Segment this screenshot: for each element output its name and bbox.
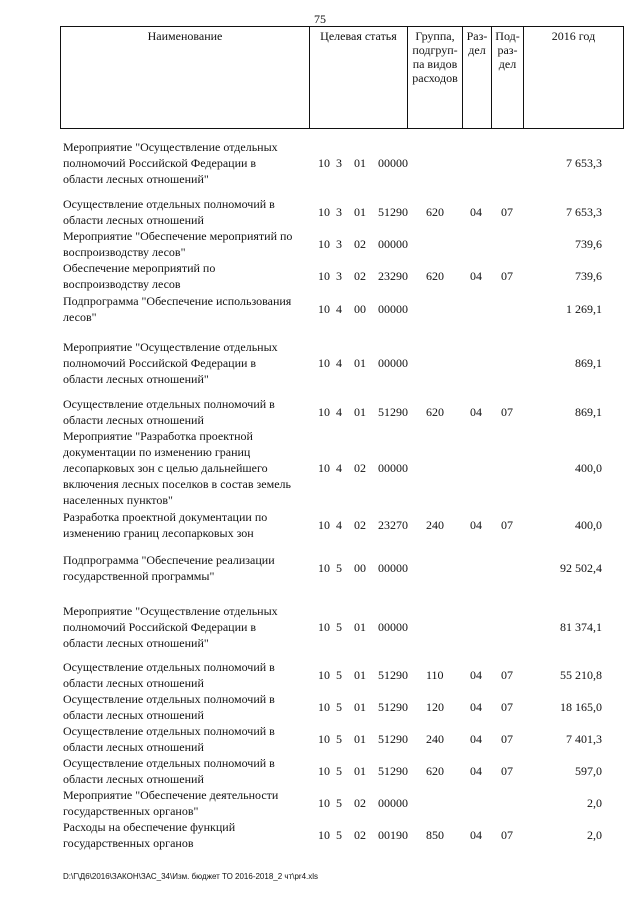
target-code-part4: 23290 [378, 269, 408, 283]
target-code-part2: 4 [336, 405, 342, 419]
target-code-part2: 3 [336, 269, 342, 283]
row-name: Мероприятие "Осуществление отдельных полномочий Российской Федерации в области лесных отношений" [63, 340, 278, 386]
section-code: 04 [470, 700, 482, 714]
target-code-part2: 3 [336, 156, 342, 170]
row-name: Подпрограмма "Обеспечение реализации государственной программы" [63, 553, 275, 583]
amount-2016: 92 502,4 [560, 561, 602, 575]
amount-2016: 81 374,1 [560, 620, 602, 634]
amount-2016: 739,6 [575, 269, 602, 283]
section-code: 04 [470, 668, 482, 682]
amount-2016: 7 653,3 [566, 205, 602, 219]
subsection-code: 07 [501, 269, 513, 283]
target-code-part3: 02 [354, 237, 366, 251]
column-header-target: Целевая статья [310, 27, 408, 129]
target-code-part4: 00000 [378, 302, 408, 316]
subsection-code: 07 [501, 518, 513, 532]
target-code-part1: 10 [318, 302, 330, 316]
target-code-part4: 51290 [378, 732, 408, 746]
row-name: Осуществление отдельных полномочий в области лесных отношений [63, 197, 275, 227]
target-code-part1: 10 [318, 405, 330, 419]
subsection-code: 07 [501, 764, 513, 778]
target-code-part2: 5 [336, 620, 342, 634]
target-code-part1: 10 [318, 269, 330, 283]
expense-group: 110 [426, 668, 444, 682]
target-code-part3: 01 [354, 700, 366, 714]
target-code-part1: 10 [318, 518, 330, 532]
subsection-code: 07 [501, 205, 513, 219]
target-code-part4: 00000 [378, 561, 408, 575]
row-name: Мероприятие "Осуществление отдельных полномочий Российской Федерации в области лесных отношений" [63, 140, 278, 186]
target-code-part3: 01 [354, 764, 366, 778]
row-name: Осуществление отдельных полномочий в области лесных отношений [63, 397, 275, 427]
target-code-part3: 00 [354, 561, 366, 575]
target-code-part4: 23270 [378, 518, 408, 532]
section-code: 04 [470, 269, 482, 283]
subsection-code: 07 [501, 700, 513, 714]
target-code-part4: 51290 [378, 668, 408, 682]
row-name: Осуществление отдельных полномочий в области лесных отношений [63, 692, 275, 722]
target-code-part2: 4 [336, 302, 342, 316]
row-name: Мероприятие "Разработка проектной документации по изменению границ лесопарковых зон с целью дальнейшего включения лесных поселков в состав земель населенных пунктов" [63, 429, 291, 507]
subsection-code: 07 [501, 668, 513, 682]
target-code-part3: 02 [354, 828, 366, 842]
target-code-part4: 00000 [378, 237, 408, 251]
target-code-part2: 3 [336, 237, 342, 251]
target-code-part2: 5 [336, 828, 342, 842]
column-header-group: Группа, подгруп- па видов расходов [408, 27, 463, 129]
row-name: Осуществление отдельных полномочий в области лесных отношений [63, 756, 275, 786]
target-code-part3: 02 [354, 796, 366, 810]
expense-group: 850 [426, 828, 444, 842]
row-name: Мероприятие "Осуществление отдельных полномочий Российской Федерации в области лесных отношений" [63, 604, 278, 650]
section-code: 04 [470, 405, 482, 419]
amount-2016: 55 210,8 [560, 668, 602, 682]
subsection-code: 07 [501, 828, 513, 842]
subsection-code: 07 [501, 405, 513, 419]
column-header-section: Раз- дел [463, 27, 492, 129]
section-code: 04 [470, 205, 482, 219]
target-code-part3: 01 [354, 668, 366, 682]
target-code-part4: 00000 [378, 356, 408, 370]
target-code-part4: 51290 [378, 205, 408, 219]
target-code-part1: 10 [318, 620, 330, 634]
target-code-part3: 01 [354, 405, 366, 419]
section-code: 04 [470, 732, 482, 746]
target-code-part1: 10 [318, 732, 330, 746]
amount-2016: 2,0 [587, 796, 602, 810]
section-code: 04 [470, 518, 482, 532]
target-code-part3: 00 [354, 302, 366, 316]
target-code-part2: 4 [336, 518, 342, 532]
target-code-part1: 10 [318, 237, 330, 251]
row-name: Подпрограмма "Обеспечение использования лесов" [63, 294, 292, 324]
target-code-part3: 01 [354, 356, 366, 370]
amount-2016: 739,6 [575, 237, 602, 251]
row-name: Мероприятие "Обеспечение мероприятий по воспроизводству лесов" [63, 229, 293, 259]
target-code-part2: 4 [336, 356, 342, 370]
row-name: Расходы на обеспечение функций государственных органов [63, 820, 236, 850]
target-code-part1: 10 [318, 796, 330, 810]
expense-group: 620 [426, 764, 444, 778]
amount-2016: 7 653,3 [566, 156, 602, 170]
target-code-part3: 01 [354, 620, 366, 634]
target-code-part4: 51290 [378, 764, 408, 778]
target-code-part4: 51290 [378, 700, 408, 714]
target-code-part2: 3 [336, 205, 342, 219]
target-code-part4: 00000 [378, 156, 408, 170]
expense-group: 240 [426, 732, 444, 746]
amount-2016: 869,1 [575, 356, 602, 370]
target-code-part2: 5 [336, 796, 342, 810]
target-code-part2: 5 [336, 700, 342, 714]
amount-2016: 7 401,3 [566, 732, 602, 746]
target-code-part2: 5 [336, 732, 342, 746]
target-code-part3: 02 [354, 461, 366, 475]
target-code-part1: 10 [318, 668, 330, 682]
row-name: Осуществление отдельных полномочий в области лесных отношений [63, 724, 275, 754]
target-code-part1: 10 [318, 205, 330, 219]
row-name: Разработка проектной документации по изменению границ лесопарковых зон [63, 510, 268, 540]
target-code-part1: 10 [318, 700, 330, 714]
target-code-part3: 01 [354, 732, 366, 746]
target-code-part2: 5 [336, 561, 342, 575]
target-code-part1: 10 [318, 561, 330, 575]
column-header-subsection: Под- раз- дел [492, 27, 524, 129]
target-code-part1: 10 [318, 156, 330, 170]
target-code-part1: 10 [318, 356, 330, 370]
target-code-part1: 10 [318, 461, 330, 475]
expense-group: 620 [426, 269, 444, 283]
amount-2016: 400,0 [575, 518, 602, 532]
expense-group: 120 [426, 700, 444, 714]
amount-2016: 597,0 [575, 764, 602, 778]
target-code-part4: 00190 [378, 828, 408, 842]
target-code-part4: 51290 [378, 405, 408, 419]
page-number: 75 [314, 12, 326, 26]
target-code-part4: 00000 [378, 620, 408, 634]
column-header-year: 2016 год [524, 27, 624, 129]
section-code: 04 [470, 828, 482, 842]
target-code-part4: 00000 [378, 796, 408, 810]
target-code-part3: 01 [354, 156, 366, 170]
amount-2016: 1 269,1 [566, 302, 602, 316]
target-code-part3: 02 [354, 518, 366, 532]
file-path-footer: D:\Г\Д6\2016\ЗАКОН\ЗАС_34\Изм. бюджет ТО 2016-2018_2 чт\pr4.xls [63, 872, 319, 881]
amount-2016: 2,0 [587, 828, 602, 842]
target-code-part2: 5 [336, 668, 342, 682]
expense-group: 620 [426, 205, 444, 219]
target-code-part1: 10 [318, 764, 330, 778]
row-name: Мероприятие "Обеспечение деятельности государственных органов" [63, 788, 279, 818]
amount-2016: 18 165,0 [560, 700, 602, 714]
subsection-code: 07 [501, 732, 513, 746]
target-code-part2: 4 [336, 461, 342, 475]
expense-group: 620 [426, 405, 444, 419]
expense-group: 240 [426, 518, 444, 532]
section-code: 04 [470, 764, 482, 778]
column-header-name: Наименование [61, 27, 310, 129]
amount-2016: 869,1 [575, 405, 602, 419]
target-code-part3: 02 [354, 269, 366, 283]
target-code-part1: 10 [318, 828, 330, 842]
row-name: Обеспечение мероприятий по воспроизводству лесов [63, 261, 216, 291]
target-code-part3: 01 [354, 205, 366, 219]
target-code-part4: 00000 [378, 461, 408, 475]
target-code-part2: 5 [336, 764, 342, 778]
amount-2016: 400,0 [575, 461, 602, 475]
row-name: Осуществление отдельных полномочий в области лесных отношений [63, 660, 275, 690]
